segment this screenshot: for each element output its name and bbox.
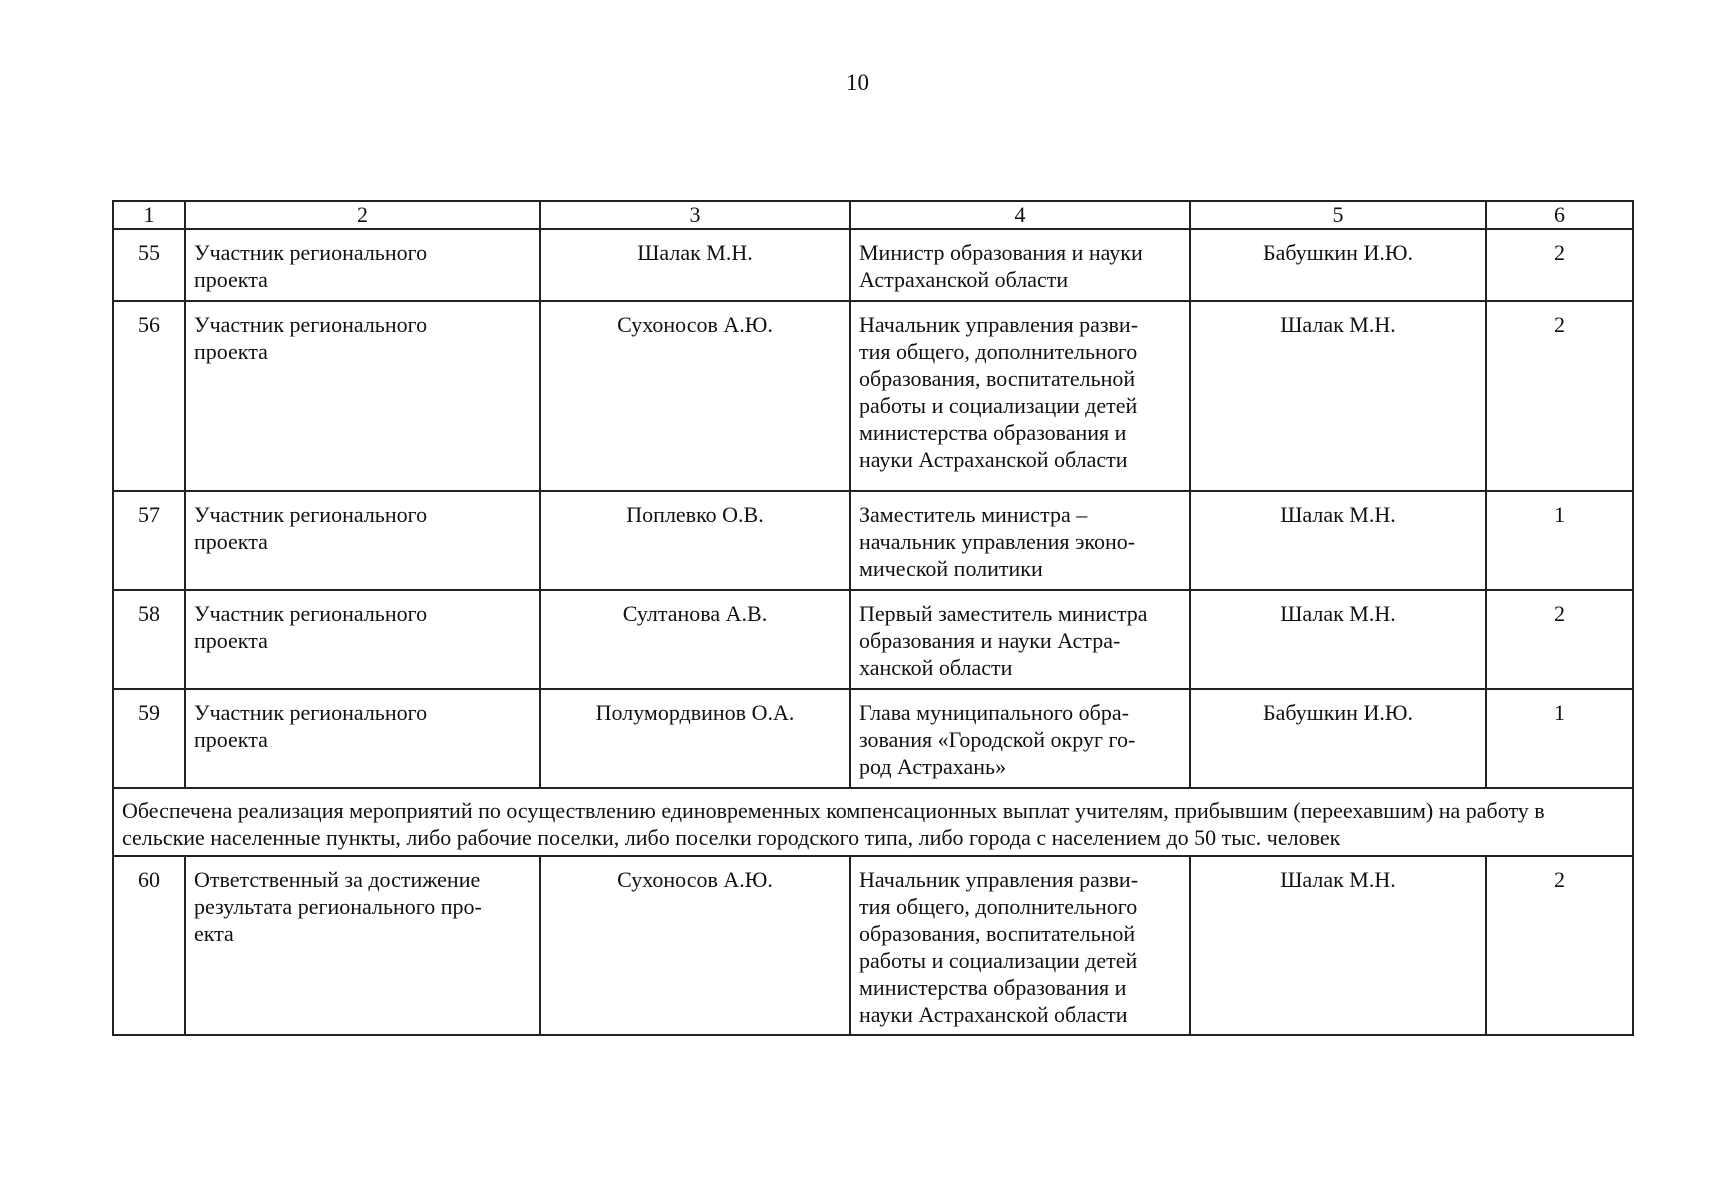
row-value: 1 bbox=[1486, 689, 1633, 788]
row-position: Начальник управления разви- тия общего, дополнительного образования, воспитательной работы и социализации детей министерства образования и науки Астраханской области bbox=[850, 856, 1190, 1035]
section-row bbox=[113, 788, 1633, 856]
row-value: 1 bbox=[1486, 491, 1633, 590]
table-row bbox=[113, 590, 1633, 689]
table-row bbox=[113, 689, 1633, 788]
row-supervisor: Шалак М.Н. bbox=[1190, 301, 1486, 491]
row-supervisor: Шалак М.Н. bbox=[1190, 856, 1486, 1035]
row-supervisor: Бабушкин И.Ю. bbox=[1190, 689, 1486, 788]
row-value: 2 bbox=[1486, 856, 1633, 1035]
row-value: 2 bbox=[1486, 590, 1633, 689]
table-row bbox=[113, 229, 1633, 301]
row-name: Сухоносов А.Ю. bbox=[540, 856, 850, 1035]
page-number: 10 bbox=[846, 70, 869, 95]
row-name: Султанова А.В. bbox=[540, 590, 850, 689]
row-number: 57 bbox=[113, 491, 185, 590]
row-position: Начальник управления разви- тия общего, дополнительного образования, воспитательной работы и социализации детей министерства образования и науки Астраханской области bbox=[850, 301, 1190, 491]
row-position: Заместитель министра – начальник управления эконо- мической политики bbox=[850, 491, 1190, 590]
row-role: Ответственный за достижение результата регионального про- екта bbox=[185, 856, 540, 1035]
table-header-row bbox=[113, 201, 1633, 229]
row-name: Поплевко О.В. bbox=[540, 491, 850, 590]
row-supervisor: Шалак М.Н. bbox=[1190, 491, 1486, 590]
row-number: 55 bbox=[113, 229, 185, 301]
table-row bbox=[113, 301, 1633, 491]
section-heading: Обеспечена реализация мероприятий по осуществлению единовременных компенсационных выплат учителям, прибывшим (переехавшим) на работу в сельские населенные пункты, либо рабочие поселки, либо поселки городского типа, либо города с населением до 50 тыс. человек bbox=[113, 788, 1633, 856]
row-name: Сухоносов А.Ю. bbox=[540, 301, 850, 491]
table-row bbox=[113, 491, 1633, 590]
row-role: Участник регионального проекта bbox=[185, 491, 540, 590]
column-header: 3 bbox=[540, 201, 850, 229]
participants-table bbox=[112, 200, 1634, 1036]
column-header: 6 bbox=[1486, 201, 1633, 229]
row-role: Участник регионального проекта bbox=[185, 229, 540, 301]
row-number: 58 bbox=[113, 590, 185, 689]
row-value: 2 bbox=[1486, 229, 1633, 301]
column-header: 4 bbox=[850, 201, 1190, 229]
row-value: 2 bbox=[1486, 301, 1633, 491]
row-number: 56 bbox=[113, 301, 185, 491]
table-row bbox=[113, 856, 1633, 1035]
row-number: 60 bbox=[113, 856, 185, 1035]
row-position: Первый заместитель министра образования и науки Астра- ханской области bbox=[850, 590, 1190, 689]
row-position: Глава муниципального обра- зования «Городской округ го- род Астрахань» bbox=[850, 689, 1190, 788]
row-role: Участник регионального проекта bbox=[185, 590, 540, 689]
row-number: 59 bbox=[113, 689, 185, 788]
row-supervisor: Шалак М.Н. bbox=[1190, 590, 1486, 689]
row-supervisor: Бабушкин И.Ю. bbox=[1190, 229, 1486, 301]
row-role: Участник регионального проекта bbox=[185, 689, 540, 788]
column-header: 1 bbox=[113, 201, 185, 229]
row-position: Министр образования и науки Астраханской области bbox=[850, 229, 1190, 301]
column-header: 5 bbox=[1190, 201, 1486, 229]
column-header: 2 bbox=[185, 201, 540, 229]
row-role: Участник регионального проекта bbox=[185, 301, 540, 491]
row-name: Полумордвинов О.А. bbox=[540, 689, 850, 788]
row-name: Шалак М.Н. bbox=[540, 229, 850, 301]
